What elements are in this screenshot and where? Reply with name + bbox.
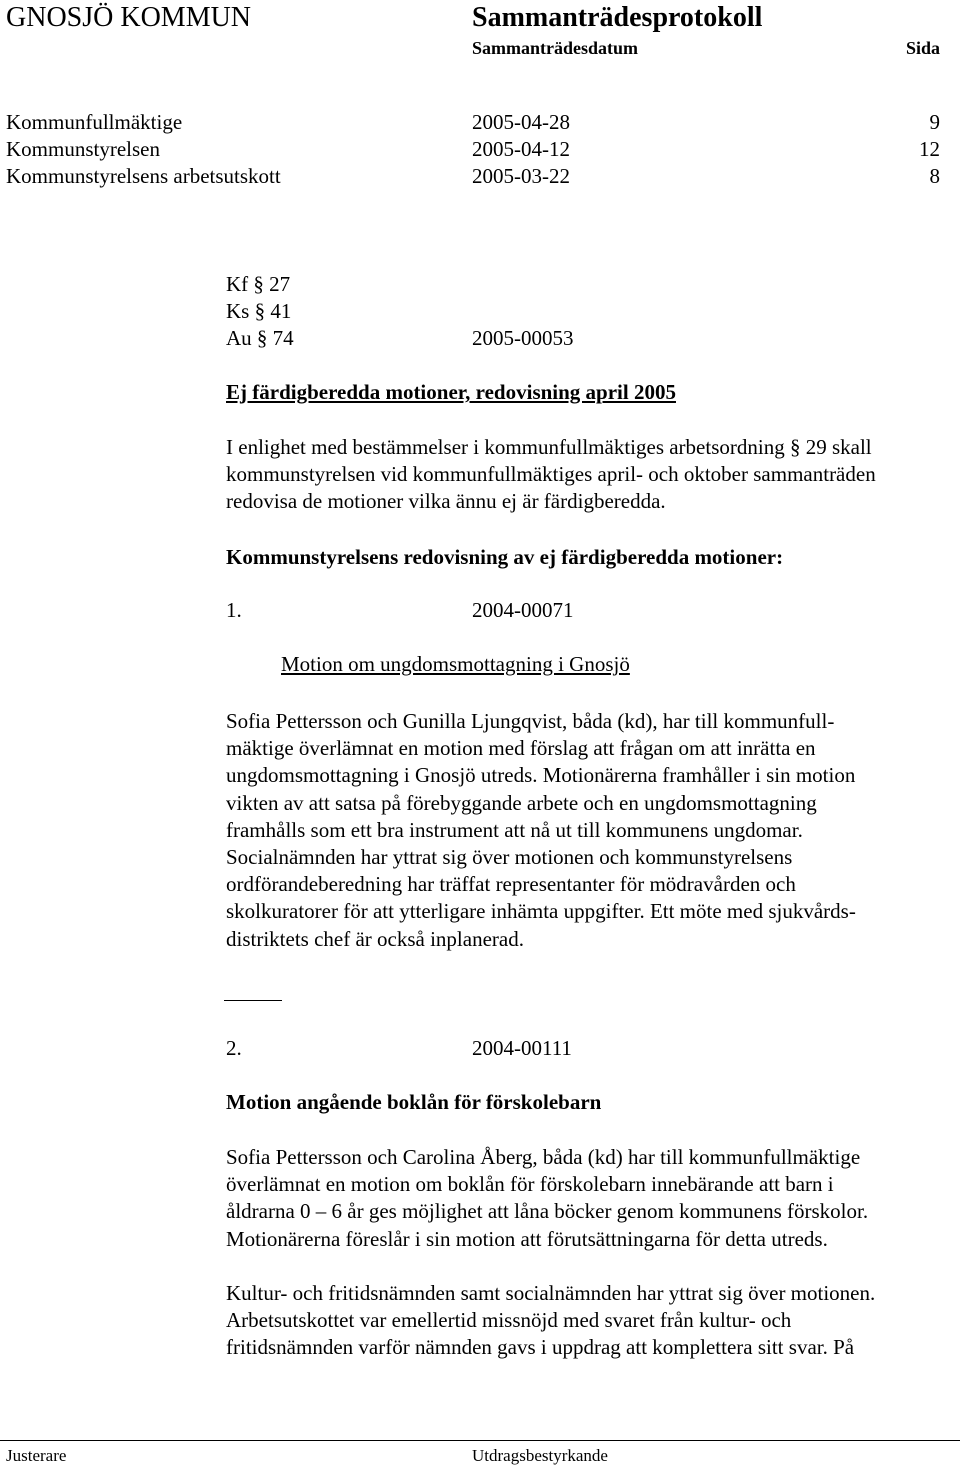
item-number: 2. [226,1036,242,1060]
ref-number: 74 [272,326,294,350]
section-sign: § [253,272,264,296]
item-paragraph [226,708,946,953]
item-number: 1. [226,598,242,622]
text-line: Sofia Pettersson och Carolina Åberg, båda (kd) har till kommunfullmäktige [226,1145,861,1169]
municipality-name: GNOSJÖ KOMMUN [6,2,252,33]
text-line: mäktige överlämnat en motion med förslag att frågan om att inrätta en [226,736,816,761]
meeting-body: Kommunfullmäktige [6,110,183,134]
text-line: Sofia Pettersson och Gunilla Ljungqvist, båda (kd), har till kommunfull- [226,709,835,733]
text-line: vikten av att satsa på förebyggande arbete och en ungdomsmottagning [226,790,817,815]
text-line: ungdomsmottagning i Gnosjö utreds. Motionärerna framhåller i sin motion [226,763,856,788]
paragraph-ref [226,299,291,324]
meeting-date: 2005-04-12 [472,137,570,161]
meeting-date: 2005-04-28 [472,110,570,134]
meeting-body: Kommunstyrelsens arbetsutskott [6,164,281,188]
case-number: 2005-00053 [472,326,574,350]
ref-label: Kf [226,272,249,296]
meeting-page: 9 [929,110,940,134]
paragraph-ref [226,272,290,297]
ref-number: 41 [270,299,292,323]
text-line: distriktets chef är också inplanerad. [226,926,524,951]
text-line: åldrarna 0 – 6 år ges möjlighet att låna böcker genom kommunens förskolor. [226,1199,869,1224]
text-line: ordförandeberedning har träffat representanter för mödravården och [226,872,796,897]
ref-label: Ks [226,299,250,323]
text-line: framhålls som ett bra instrument att nå ut till kommunens ungdomar. [226,817,803,842]
text-line: Arbetsutskottet var emellertid missnöjd med svaret från kultur- och [226,1308,792,1333]
item-separator [224,1000,282,1001]
text-line: I enlighet med bestämmelser i kommunfullmäktiges arbetsordning § 29 skall [226,435,872,459]
text-line: skolkuratorer för att ytterligare inhämta uppgifter. Ett möte med sjukvårds- [226,899,856,924]
intro-paragraph [226,434,946,516]
item-case-number: 2004-00071 [472,598,574,622]
item-paragraph [226,1280,946,1362]
section-heading: Kommunstyrelsens redovisning av ej färdigberedda motioner: [226,545,784,569]
section-sign: § [256,326,268,350]
document-title: Sammanträdesprotokoll [472,2,763,33]
item-title: Motion om ungdomsmottagning i Gnosjö [281,652,630,676]
item-title: Motion angående boklån för förskolebarn [226,1090,602,1114]
text-line: kommunstyrelsen vid kommunfullmäktiges april- och oktober sammanträden [226,462,876,487]
item-case-number: 2004-00111 [472,1036,572,1060]
ref-number: 27 [269,272,291,296]
meeting-body: Kommunstyrelsen [6,137,160,161]
meeting-page: 8 [929,164,940,188]
text-line: överlämnat en motion om boklån för förskolebarn innebärande att barn i [226,1172,834,1197]
document-heading: Ej färdigberedda motioner, redovisning april 2005 [226,380,676,404]
item-paragraph [226,1144,946,1253]
page-column-label: Sida [905,38,940,58]
footer-signatory-label: Justerare [6,1446,67,1465]
meeting-page: 12 [919,137,940,161]
footer-certification-label: Utdragsbestyrkande [472,1446,608,1465]
date-column-label: Sammanträdesdatum [472,38,639,58]
text-line: Socialnämnden har yttrat sig över motionen och kommunstyrelsens [226,845,793,870]
paragraph-ref [226,326,294,351]
text-line: fritidsnämnden varför nämnden gavs i uppdrag att komplettera sitt svar. På [226,1335,855,1360]
section-sign: § [254,299,266,323]
text-line: redovisa de motioner vilka ännu ej är färdigberedda. [226,489,666,514]
footer-rule [0,1440,960,1441]
meeting-date: 2005-03-22 [472,164,570,188]
ref-label: Au [226,326,252,350]
text-line: Motionärerna föreslår i sin motion att förutsättningarna för detta utreds. [226,1226,828,1251]
text-line: Kultur- och fritidsnämnden samt socialnämnden har yttrat sig över motionen. [226,1281,876,1305]
